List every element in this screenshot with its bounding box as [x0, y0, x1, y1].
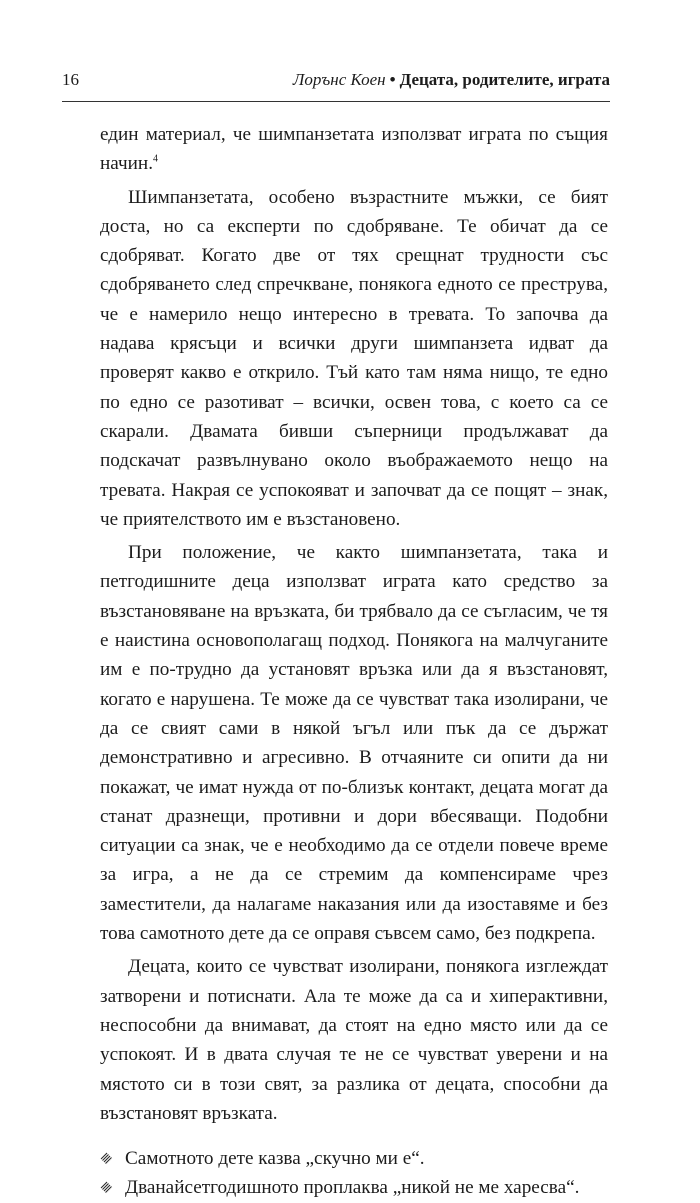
paragraph-3: При положение, че както шимпанзетата, така и петгодишните деца използват играта като средство за възстановяване на връзката, би трябвало да се съгласим, че тя е наистина основополагащ подход. Понякога на малчуганите им е по-трудно да установят връзка или да я възстановят, когато е нарушена. Те може да се чувстват така изолирани, че да се свият сами в някой ъгъл или пък да се държат демонстративно и агресивно. В отчаяните си опити да ни покажат, че имат нужда от по-близък контакт, децата могат да станат дразнещи, противни и дори вбесяващи. Подобни ситуации са знак, че е необходимо да се отдели повече време за игра, а не да се стремим да компенсираме чрез заместители, да налагаме наказания или да изоставяме и без това самотното дете да се оправя съвсем само, без подкрепа. [100, 542, 608, 945]
bullet-item-1 [100, 1144, 608, 1173]
header-book-title: Децата, родителите, играта [399, 70, 610, 89]
header-separator: • [389, 70, 396, 89]
running-title [293, 70, 610, 90]
page-number: 16 [62, 70, 79, 89]
bullet-list [100, 1144, 608, 1203]
bullet-text-1: Самотното дете казва „скучно ми е“. [125, 1148, 425, 1170]
paragraph-4: Децата, които се чувстват изолирани, понякога изглеждат затворени и потиснати. Ала те може да са и хиперактивни, неспособни да внимават, да стоят на едно място или да се успокоят. И в двата случая те не се чувстват уверени и на мястото си в този свят, за разлика от децата, способни да възстановят връзката. [100, 956, 608, 1124]
paragraph-continuation [100, 120, 608, 179]
body-text [100, 120, 608, 1203]
running-header [62, 70, 610, 94]
header-rule [62, 101, 610, 102]
bullet-item-2 [100, 1173, 608, 1202]
hatched-diamond-icon [100, 1181, 113, 1194]
paragraph-2: Шимпанзетата, особено възрастните мъжки, се бият доста, но са експерти по сдобряване. Те обичат да се сдобряват. Когато две от тях срещнат трудности със сдобряването след спречкване, понякога едното се преструва, че е намерило нещо интересно в тревата. То започва да надава крясъци и всички други шимпанзета идват да проверят какво е открило. Тъй като там няма нищо, те едно по едно се разотиват – всички, освен това, с което са се скарали. Двамата бивши съперници продължават да подскачат развълнувано около въображаемото нещо на тревата. Накрая се успокояват и започват да се пощят – знак, че приятелството им е възстановено. [100, 186, 608, 530]
footnote-reference: 4 [153, 153, 158, 165]
paragraph-1-text: един материал, че шимпанзетата използват играта по същия начин. [100, 124, 608, 175]
bullet-text-2: Дванайсетгодишното проплаква „никой не ме харесва“. [125, 1177, 580, 1199]
header-author: Лорънс Коен [292, 70, 386, 89]
hatched-diamond-icon [100, 1152, 113, 1165]
